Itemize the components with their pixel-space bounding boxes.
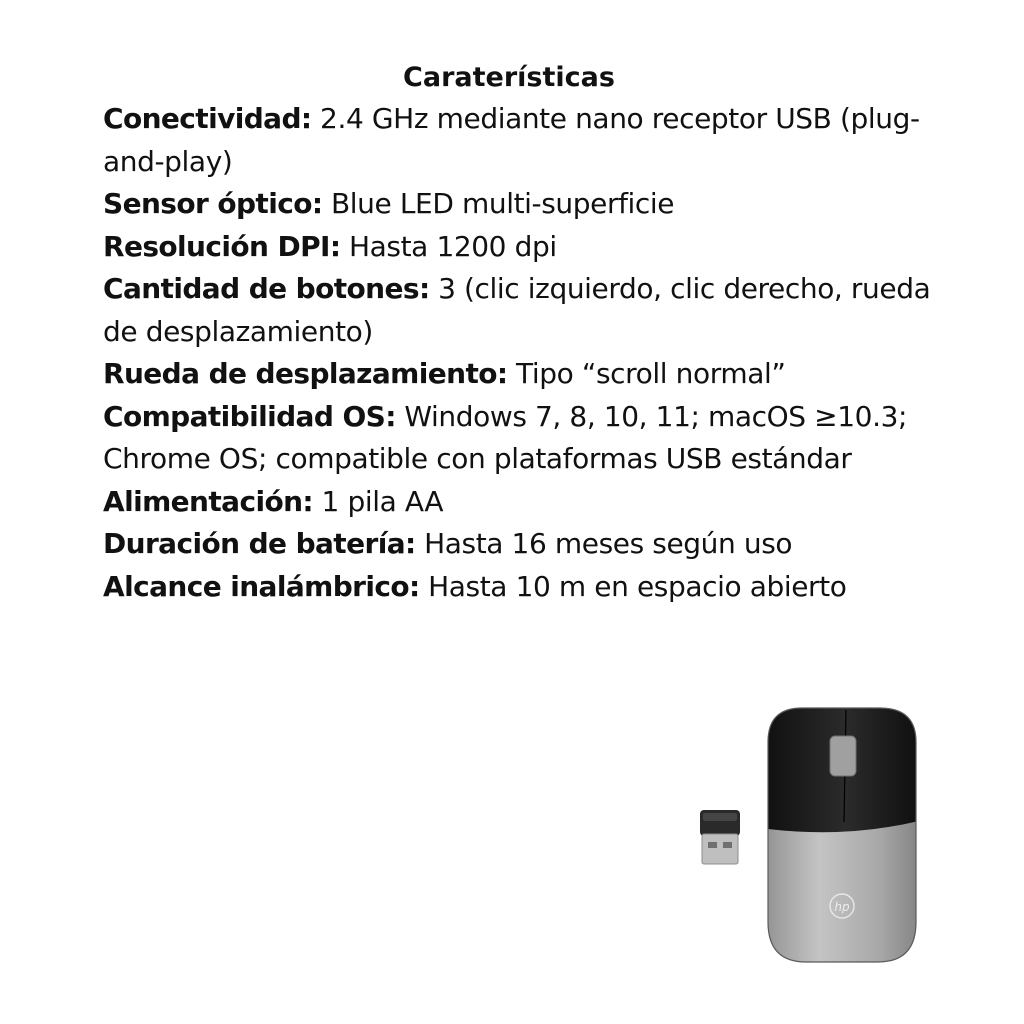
spec-value: Tipo “scroll normal” [516, 357, 786, 390]
spec-row-sensor [103, 183, 963, 226]
spec-row-os-compat [103, 396, 963, 481]
spec-label: Sensor óptico: [103, 187, 323, 220]
spec-value: 2.4 GHz mediante nano receptor USB (plug-and-play) [103, 102, 920, 178]
scroll-wheel [830, 736, 856, 776]
connector-slot-left [708, 842, 717, 848]
usb-receiver-icon [700, 810, 740, 864]
connector-slot-right [723, 842, 732, 848]
hp-logo: hp [834, 900, 850, 914]
product-illustration [690, 700, 930, 980]
spec-value: Hasta 10 m en espacio abierto [428, 569, 847, 603]
page-title: Caraterísticas [403, 62, 615, 93]
spec-label: Duración de batería: [103, 527, 416, 560]
spec-row-connectivity [103, 98, 963, 183]
spec-label: Conectividad: [103, 102, 312, 135]
spec-row-scroll-wheel [103, 353, 963, 396]
spec-label: Alcance inalámbrico: [103, 569, 420, 603]
spec-label: Cantidad de botones: [103, 272, 430, 305]
spec-value: Blue LED multi-superficie [330, 187, 675, 220]
spec-value: Hasta 16 meses según uso [424, 527, 793, 560]
spec-label: Compatibilidad OS: [103, 399, 396, 433]
spec-row-buttons [103, 268, 963, 353]
spec-label: Rueda de desplazamiento: [103, 357, 508, 390]
spec-label: Alimentación: [103, 484, 314, 518]
spec-row-wireless-range [103, 566, 963, 609]
spec-value: 1 pila AA [321, 484, 444, 518]
receiver-highlight [703, 813, 737, 821]
spec-sheet [103, 58, 963, 608]
spec-row-battery-life [103, 523, 963, 566]
mouse-icon [760, 700, 930, 980]
spec-value: Windows 7, 8, 10, 11; macOS ≥10.3; Chrome OS; compatible con plataformas USB estándar [103, 399, 908, 475]
receiver-connector [702, 834, 738, 864]
spec-value: Hasta 1200 dpi [349, 229, 557, 263]
spec-list [103, 98, 963, 608]
spec-label: Resolución DPI: [103, 229, 341, 263]
product-image [690, 700, 930, 980]
spec-value: 3 (clic izquierdo, clic derecho, rueda de desplazamiento) [103, 272, 931, 348]
spec-row-dpi [103, 226, 963, 269]
spec-row-power [103, 481, 963, 524]
